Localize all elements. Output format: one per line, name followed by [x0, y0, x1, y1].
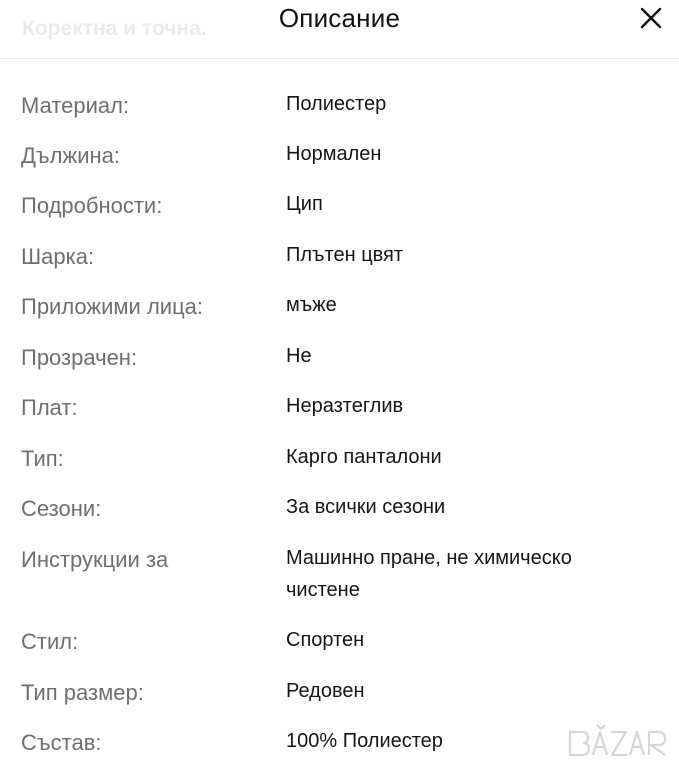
- row-value: Неразтеглив: [286, 395, 404, 417]
- row-label: Подробности:: [21, 193, 163, 218]
- row-value: Машинно пране, не химическо чистене: [286, 547, 572, 601]
- row-label: Стил:: [21, 629, 79, 654]
- bazar-watermark-logo: [567, 722, 672, 762]
- modal-header: [0, 0, 679, 59]
- row-value: Полиестер: [286, 93, 387, 115]
- watermark-icon: [567, 722, 672, 762]
- row-value: Нормален: [286, 143, 382, 165]
- modal-title: Описание: [278, 3, 401, 33]
- row-label: Плат:: [21, 395, 78, 420]
- row-label: Състав:: [21, 730, 102, 755]
- row-label: Материал:: [21, 93, 130, 118]
- row-label: Инструкции за: [21, 547, 169, 572]
- row-label: Тип:: [21, 446, 64, 471]
- row-value: 100% Полиестер: [286, 730, 443, 752]
- row-value: Плътен цвят: [286, 244, 404, 266]
- row-label: Дължина:: [21, 143, 120, 168]
- row-value: Карго панталони: [286, 446, 442, 468]
- row-value: мъже: [286, 294, 337, 316]
- row-label: Сезони:: [21, 496, 102, 521]
- row-value: Спортен: [286, 629, 365, 651]
- row-value: Не: [286, 345, 312, 367]
- close-icon: [636, 3, 666, 33]
- row-label: Шарка:: [21, 244, 95, 269]
- row-label: Тип размер:: [21, 680, 144, 705]
- background-title: Коректна и точна.: [22, 17, 207, 40]
- row-value: Цип: [286, 193, 323, 215]
- close-button[interactable]: [636, 3, 666, 33]
- row-value: За всички сезони: [286, 496, 446, 518]
- row-label: Приложими лица:: [21, 294, 204, 319]
- row-label: Прозрачен:: [21, 345, 138, 370]
- row-value: Редовен: [286, 680, 365, 702]
